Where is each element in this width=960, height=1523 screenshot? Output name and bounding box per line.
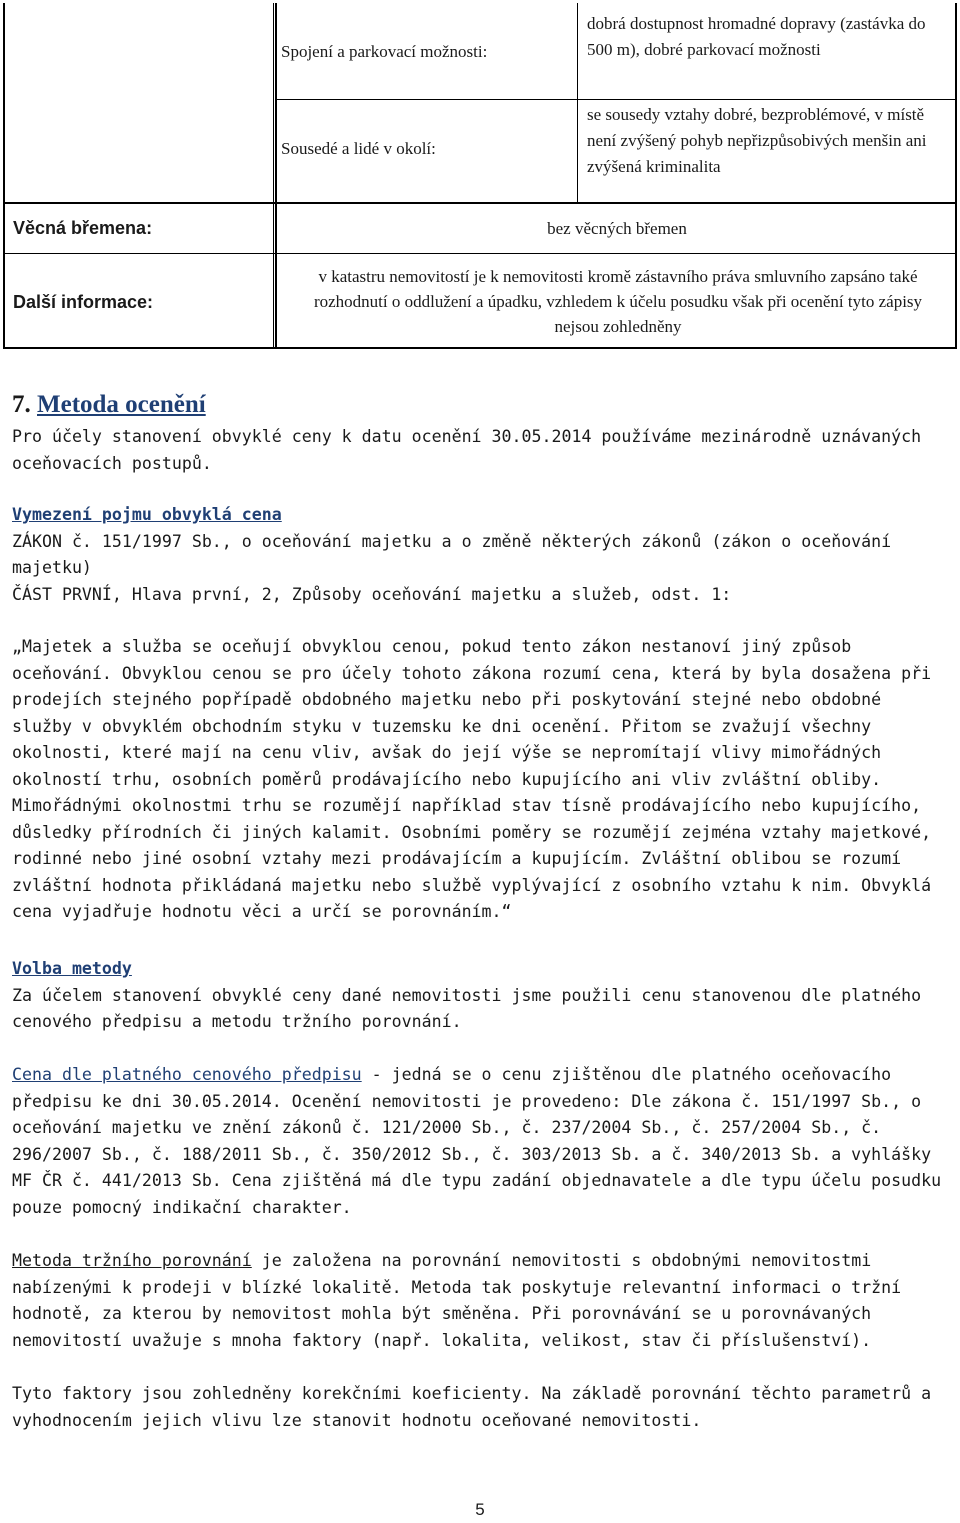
table-border-left — [3, 3, 5, 349]
market-paragraph — [12, 1248, 948, 1354]
section-heading — [12, 391, 206, 419]
law-reference: ZÁKON č. 151/1997 Sb., o oceňování majetku a o změně některých zákonů (zákon o oceňování majetku) — [12, 531, 892, 577]
easements-value: bez věcných břemen — [547, 219, 687, 238]
market-text: je založena na porovnání nemovitosti s obdobnými nemovitostmi nabízenými k prodeji v blízké lokalitě. Metoda tak poskytuje relevantní informaci o tržní hodnotě, za kterou by nemovitost mohla být směněna. Při porovnávání se u porovnávaných nemovitostí uvažuje s mnoha faktory (např. lokalita, velikost, stav či příslušenství). — [12, 1251, 902, 1350]
table-divider-col1 — [275, 3, 277, 349]
price-rule-text: - jedná se o cenu zjištěnou dle platného oceňovacího předpisu ke dni 30.05.2014. Ocenění nemovitosti je provedeno: Dle zákona č. 151/1997 Sb., o oceňování majetku ve znění zákonů č. 121/2000 Sb., č. 237/2004 Sb., č. 257/2004 Sb., č. 296/2007 Sb., č. 188/2011 Sb., č. 350/2012 Sb., č. 303/2013 Sb. a č. 340/2013 Sb. a vyhlášky MF ČR č. 441/2013 Sb. Cena zjištěná má dle typu zadání objednavatele a dle typu účelu posudku pouze pomocný indikační charakter. — [12, 1065, 942, 1217]
price-rule-paragraph — [12, 1062, 948, 1221]
factors-paragraph: Tyto faktory jsou zohledněny korekčními koeficienty. Na základě porovnání těchto parametrů a vyhodnocením jejich vlivu lze stanovit hodnotu oceňované nemovitosti. — [12, 1384, 932, 1430]
table-row-divider-3 — [3, 253, 957, 254]
definition-heading: Vymezení pojmu obvyklá cena — [12, 505, 282, 524]
table-divider-bottom-left — [273, 203, 274, 349]
method-text: Za účelem stanovení obvyklé ceny dané nemovitosti jsme použili cenu stanovenou dle platného cenového předpisu a metodu tržního porovnání. — [12, 985, 922, 1031]
connections-label: Spojení a parkovací možnosti: — [281, 42, 488, 61]
table-divider-col2 — [577, 3, 578, 203]
section-title: Metoda ocenění — [37, 391, 206, 418]
method-heading: Volba metody — [12, 959, 132, 978]
table-border-right — [955, 3, 957, 349]
quote-paragraph: „Majetek a služba se oceňují obvyklou cenou, pokud tento zákon nestanoví jiný způsob oceňování. Obvyklou cenou se pro účely tohoto zákona rozumí cena, která by byla dosažena při prodejích stejného popřípadě obdobného majetku nebo při poskytování stejné nebo obdobné služby v obvyklém obchodním styku v tuzemsku ke dni ocenění. Přitom se zvažují všechny okolnosti, které mají na cenu vliv, avšak do její výše se nepromítají vlivy mimořádných okolností trhu, osobních poměrů prodávajícího nebo kupujícího ani vliv zvláštní obliby. Mimořádnými okolnostmi trhu se rozumějí například stav tísně prodávajícího nebo kupujícího, důsledky přírodních či jiných kalamit. Osobními poměry se rozumějí zejména vztahy majetkové, rodinné nebo jiné osobní vztahy mezi prodávajícím a kupujícím. Zvláštní oblibou se rozumí zvláštní hodnota přikládaná majetku nebo službě vyplývající z osobního vztahu k nim. Obvyklá cena vyjadřuje hodnotu věci a určí se porovnáním.“ — [12, 637, 932, 921]
market-term: Metoda tržního porovnání — [12, 1251, 252, 1270]
page-number: 5 — [475, 1500, 485, 1519]
property-info-table — [3, 3, 957, 349]
other-info-label: Další informace: — [13, 292, 154, 312]
price-rule-term: Cena dle platného cenového předpisu — [12, 1065, 362, 1084]
neighbors-label: Sousedé a lidé v okolí: — [281, 139, 436, 158]
law-block — [12, 502, 948, 608]
table-row-divider-1 — [275, 99, 957, 100]
table-border-bottom — [3, 347, 957, 349]
neighbors-value: se sousedy vztahy dobré, bezproblémové, v místě není zvýšený pohyb nepřizpůsobivých menšin ani zvýšená kriminalita — [587, 105, 927, 176]
table-row-divider-2 — [3, 202, 957, 204]
section-number: 7. — [12, 391, 31, 418]
easements-label: Věcná břemena: — [13, 218, 153, 238]
method-block — [12, 956, 948, 1036]
intro-paragraph: Pro účely stanovení obvyklé ceny k datu ocenění 30.05.2014 používáme mezinárodně uznávaných oceňovacích postupů. — [12, 427, 922, 473]
law-part: ČÁST PRVNÍ, Hlava první, 2, Způsoby oceňování majetku a služeb, odst. 1: — [12, 584, 732, 604]
connections-value: dobrá dostupnost hromadné dopravy (zastávka do 500 m), dobré parkovací možnosti — [587, 14, 926, 59]
table-divider-top-left — [273, 3, 274, 203]
other-info-value: v katastru nemovitostí je k nemovitosti kromě zástavního práva smluvního zapsáno také rozhodnutí o oddlužení a úpadku, vzhledem k účelu posudku však při ocenění tyto zápisy nejsou zohledněny — [313, 267, 923, 336]
